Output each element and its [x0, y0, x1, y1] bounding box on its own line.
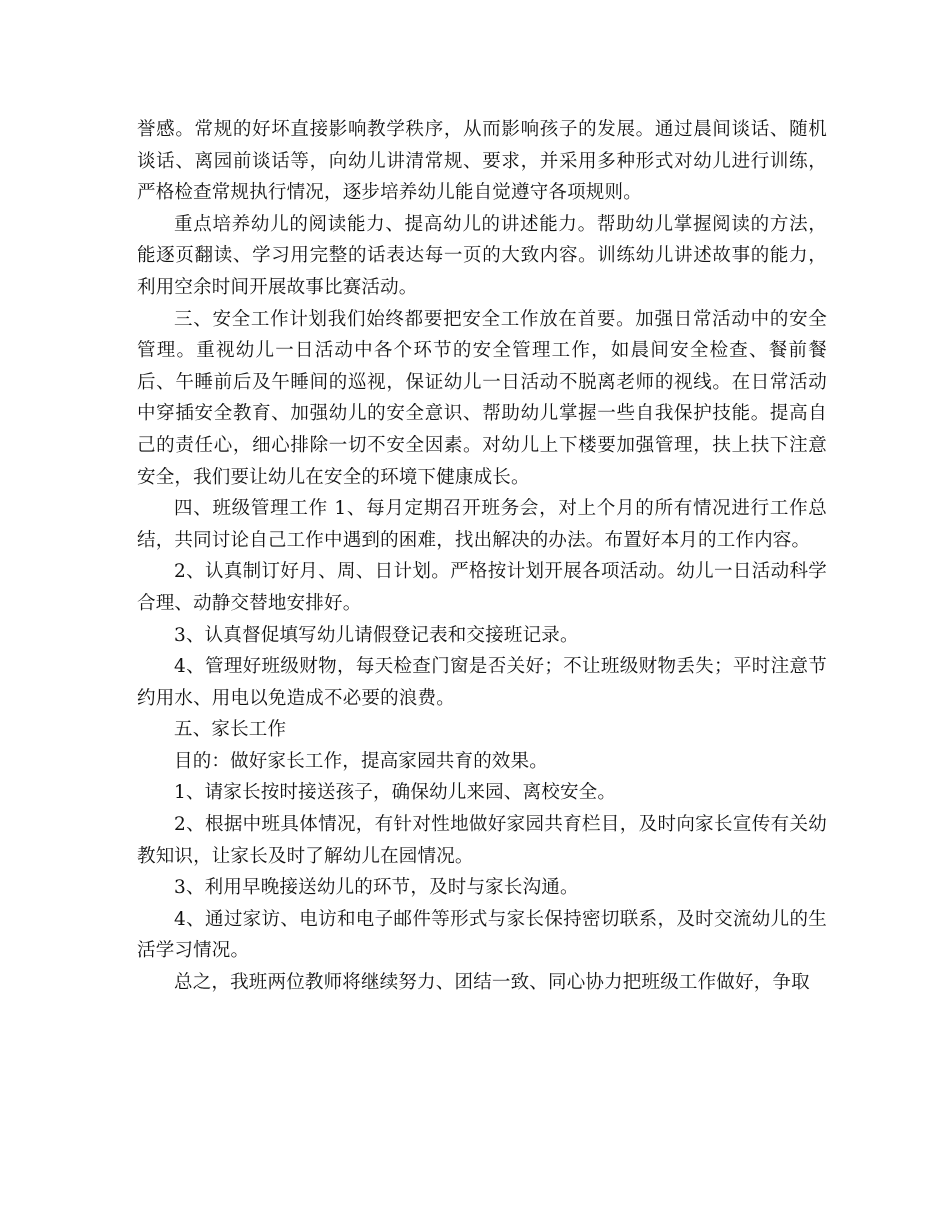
paragraph-13: 4、通过家访、电访和电子邮件等形式与家长保持密切联系，及时交流幼儿的生活学习情况。	[137, 908, 827, 962]
document-body	[137, 114, 827, 999]
paragraph-1: 誉感。常规的好坏直接影响教学秩序，从而影响孩子的发展。通过晨间谈话、随机谈话、离园前谈话等，向幼儿讲清常规、要求，并采用多种形式对幼儿进行训练，严格检查常规执行情况，逐步培养幼儿能自觉遵守各项规则。	[137, 119, 827, 204]
paragraph-14: 总之，我班两位教师将继续努力、团结一致、同心协力把班级工作做好，争取	[174, 972, 810, 994]
paragraph-11: 2、根据中班具体情况，有针对性地做好家园共育栏目，及时向家长宣传有关幼教知识，让家长及时了解幼儿在园情况。	[137, 814, 827, 867]
paragraph-12: 3、利用早晚接送幼儿的环节，及时与家长沟通。	[174, 877, 579, 899]
paragraph-4: 四、班级管理工作 1、每月定期召开班务会，对上个月的所有情况进行工作总结，共同讨论自己工作中遇到的困难，找出解决的办法。布置好本月的工作内容。	[137, 498, 827, 551]
paragraph-7: 4、管理好班级财物，每天检查门窗是否关好；不让班级财物丢失；平时注意节约用水、用电以免造成不必要的浪费。	[137, 656, 827, 709]
paragraph-9: 目的：做好家长工作，提高家园共育的效果。	[174, 750, 549, 772]
paragraph-8: 五、家长工作	[174, 719, 287, 741]
paragraph-5: 2、认真制订好月、周、日计划。严格按计划开展各项活动。幼儿一日活动科学合理、动静交替地安排好。	[137, 561, 827, 614]
paragraph-3: 三、安全工作计划我们始终都要把安全工作放在首要。加强日常活动中的安全管理。重视幼儿一日活动中各个环节的安全管理工作，如晨间安全检查、餐前餐后、午睡前后及午睡间的巡视，保证幼儿一日活动不脱离老师的视线。在日常活动中穿插安全教育、加强幼儿的安全意识、帮助幼儿掌握一些自我保护技能。提高自己的责任心，细心排除一切不安全因素。对幼儿上下楼要加强管理，扶上扶下注意安全，我们要让幼儿在安全的环境下健康成长。	[137, 308, 827, 488]
paragraph-10: 1、请家长按时接送孩子，确保幼儿来园、离校安全。	[174, 782, 617, 804]
paragraph-2: 重点培养幼儿的阅读能力、提高幼儿的讲述能力。帮助幼儿掌握阅读的方法，能逐页翻读、学习用完整的话表达每一页的大致内容。训练幼儿讲述故事的能力，利用空余时间开展故事比赛活动。	[137, 213, 827, 298]
paragraph-6: 3、认真督促填写幼儿请假登记表和交接班记录。	[174, 624, 579, 646]
